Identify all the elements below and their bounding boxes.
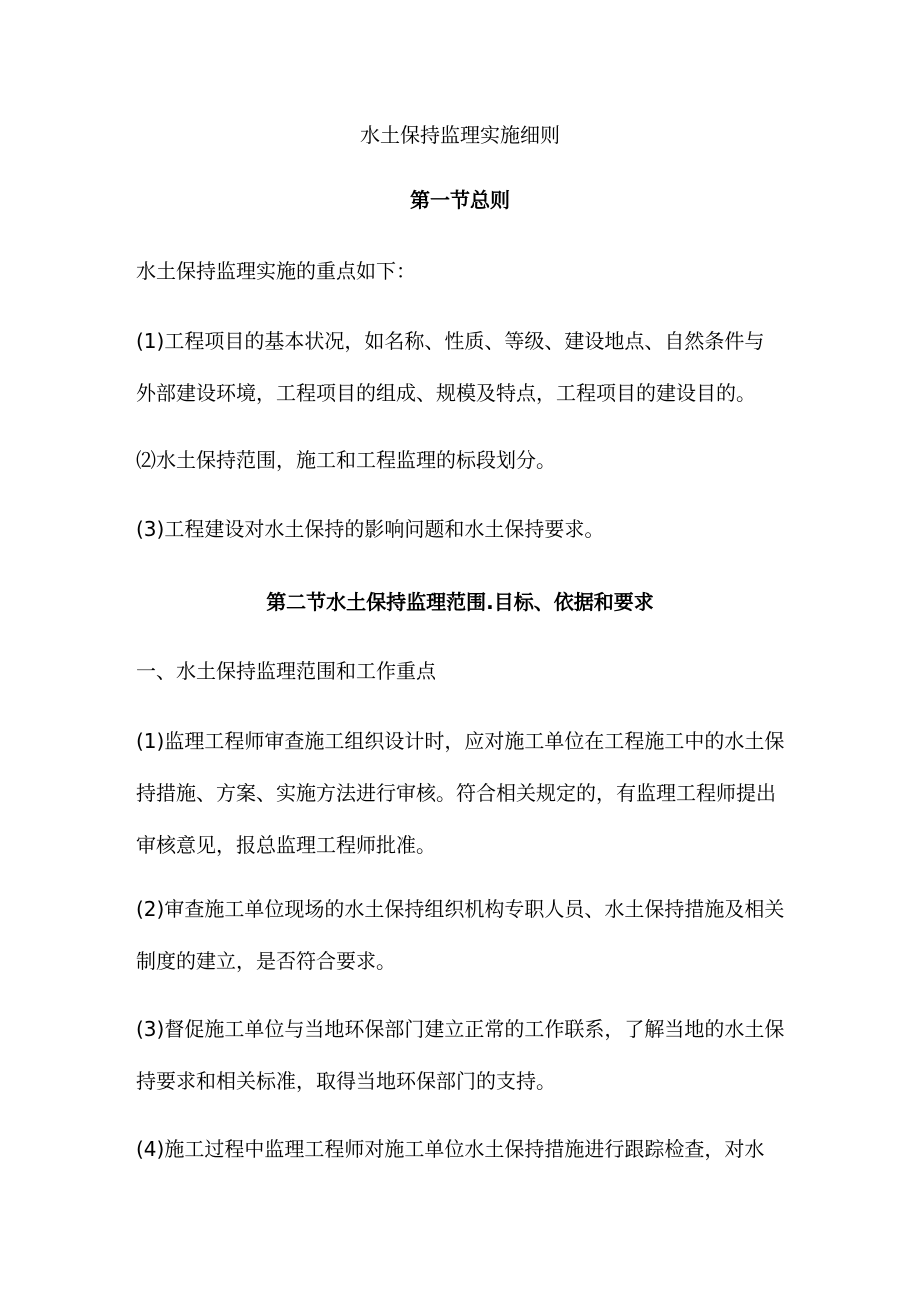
section1-item-1 bbox=[136, 315, 796, 419]
paragraph-line: 持措施、方案、实施方法进行审核。符合相关规定的，有监理工程师提出 bbox=[136, 781, 776, 805]
section2-subheading bbox=[136, 645, 796, 697]
section2-item-4 bbox=[136, 1123, 796, 1175]
section-heading-scope: 第二节水土保持监理范围.目标、依据和要求 bbox=[266, 590, 654, 614]
paragraph-line: 一、水土保持监理范围和工作重点 bbox=[136, 659, 436, 683]
section2-item-2 bbox=[136, 883, 796, 987]
section1-intro bbox=[136, 245, 796, 297]
paragraph-line: (1)监理工程师审查施工组织设计时，应对施工单位在工程施工中的水土保 bbox=[136, 729, 785, 753]
paragraph-line: ⑵水土保持范围，施工和工程监理的标段划分。 bbox=[136, 448, 556, 472]
paragraph-line: 审核意见，报总监理工程师批准。 bbox=[136, 833, 436, 857]
section2-item-3 bbox=[136, 1003, 796, 1107]
paragraph-line: (3)工程建设对水土保持的影响问题和水土保持要求。 bbox=[136, 517, 605, 541]
section2-item-1 bbox=[136, 715, 796, 871]
paragraph-line: 持要求和相关标准，取得当地环保部门的支持。 bbox=[136, 1069, 556, 1093]
paragraph-line: 水土保持监理实施的重点如下： bbox=[136, 259, 416, 283]
section1-item-2 bbox=[136, 434, 796, 486]
paragraph-line: (1)工程项目的基本状况，如名称、性质、等级、建设地点、自然条件与 bbox=[136, 329, 765, 353]
paragraph-line: (3)督促施工单位与当地环保部门建立正常的工作联系，了解当地的水土保 bbox=[136, 1017, 785, 1041]
paragraph-line: 外部建设环境，工程项目的组成、规模及特点，工程项目的建设目的。 bbox=[136, 381, 756, 405]
paragraph-line: 制度的建立，是否符合要求。 bbox=[136, 949, 396, 973]
section-heading-general: 第一节总则 bbox=[410, 188, 510, 212]
paragraph-line: (2)审查施工单位现场的水土保持组织机构专职人员、水土保持措施及相关 bbox=[136, 897, 785, 921]
paragraph-line: (4)施工过程中监理工程师对施工单位水土保持措施进行跟踪检查，对水 bbox=[136, 1137, 765, 1161]
document-title: 水土保持监理实施细则 bbox=[360, 123, 560, 147]
section1-item-3 bbox=[136, 503, 796, 555]
